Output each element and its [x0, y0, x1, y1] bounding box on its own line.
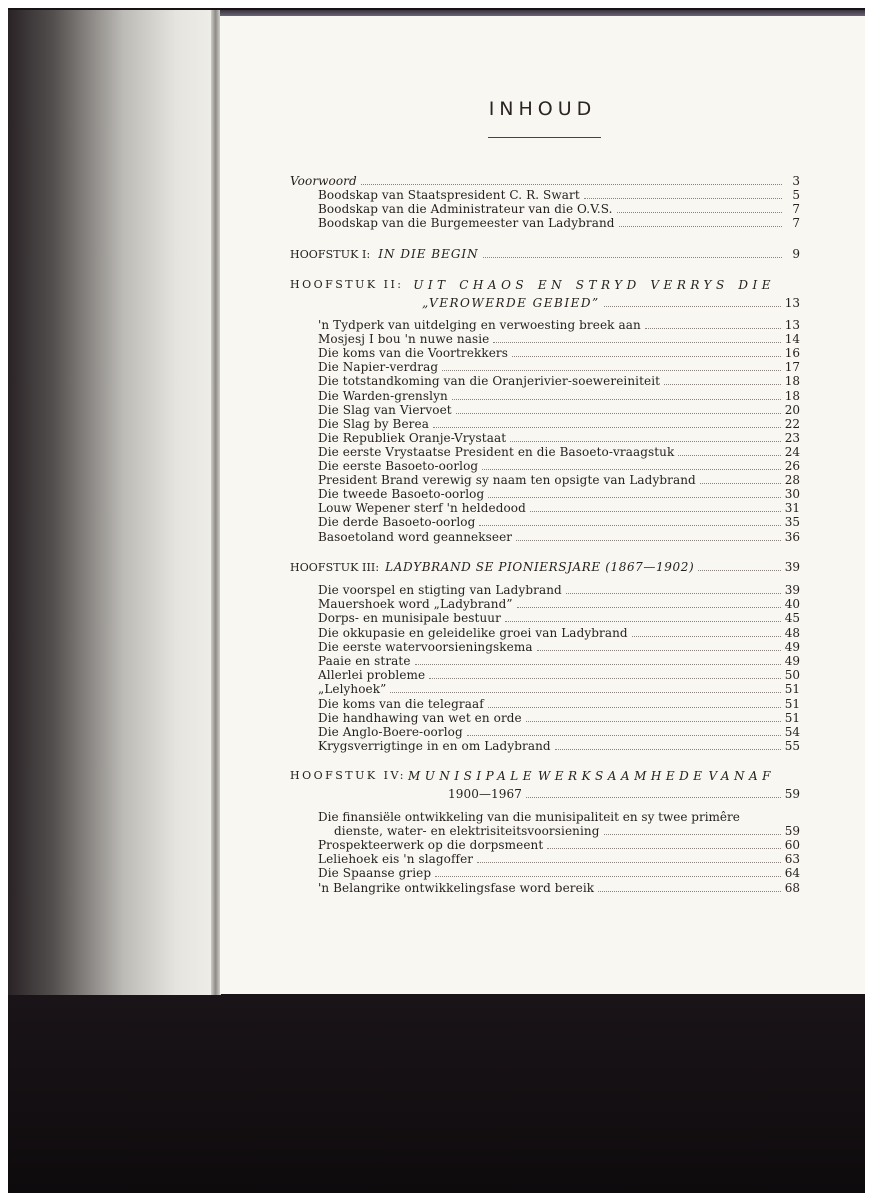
toc-entry	[318, 216, 800, 230]
toc-entry-label: Die tweede Basoeto-oorlog	[318, 487, 485, 502]
toc-entry-label: Boodskap van Staatspresident C. R. Swart	[318, 188, 580, 202]
leader-dots	[547, 847, 780, 849]
toc-entry-page: 68	[784, 880, 800, 895]
toc-entry	[318, 445, 800, 459]
page-heading: INHOUD	[488, 98, 597, 120]
chapter-page: 9	[792, 247, 800, 261]
toc-entry-label: Die handhawing van wet en orde	[318, 710, 522, 725]
leader-dots	[488, 496, 780, 498]
toc-entry-label: Die Slag by Berea	[318, 416, 429, 431]
toc-entry	[318, 332, 800, 346]
toc-entry	[318, 360, 800, 374]
leader-dots	[361, 183, 782, 185]
chapter-title-word: DIE	[738, 278, 775, 292]
leader-dots	[698, 569, 780, 571]
toc-entry-label: Die voorspel en stigting van Ladybrand	[318, 583, 562, 597]
toc-entry-multiline-first	[318, 810, 778, 824]
chapter-title: LADYBRAND SE PIONIERSJARE (1867—1902)	[385, 560, 695, 574]
toc-entry	[318, 838, 800, 852]
leader-dots	[452, 398, 781, 400]
toc-entry-page: 55	[784, 739, 800, 754]
toc-entry-label: Prospekteerwerk op die dorpsmeent	[318, 838, 544, 852]
toc-entry-label: Leliehoek eis 'n slagoffer	[318, 852, 474, 867]
toc-entry-multiline-second	[334, 824, 800, 838]
toc-entry-page: 23	[784, 430, 800, 445]
toc-entry	[318, 881, 800, 895]
toc-entry-page: 28	[784, 473, 800, 488]
toc-entry-label: Dorps- en munisipale bestuur	[318, 611, 501, 626]
toc-entry	[318, 739, 800, 753]
leader-dots	[433, 426, 781, 428]
toc-entry-label: Krygsverrigtinge in en om Ladybrand	[318, 739, 551, 754]
chapter-2-heading-line2	[422, 296, 800, 310]
toc-entry-label: Mauershoek word „Ladybrand”	[318, 597, 513, 612]
dark-background-band	[8, 993, 865, 1193]
toc-entry-page: 31	[784, 501, 800, 516]
chapter-title: IN DIE BEGIN	[378, 247, 479, 261]
toc-entry	[318, 515, 800, 529]
toc-entry-voorwoord	[290, 174, 800, 188]
leader-dots	[604, 305, 781, 307]
toc-entry	[318, 459, 800, 473]
toc-entry	[318, 654, 800, 668]
toc-entry	[318, 583, 800, 597]
toc-entry-label: 'n Belangrike ontwikkelingsfase word bereik	[318, 880, 595, 895]
leader-dots	[488, 706, 781, 708]
chapter-title-word: EN	[537, 278, 567, 292]
leader-dots	[435, 875, 781, 877]
toc-entry-page: 18	[784, 374, 800, 389]
toc-entry-page: 16	[784, 346, 800, 361]
toc-entry-label: Die eerste Basoeto-oorlog	[318, 459, 479, 473]
toc-entry-page: 36	[784, 529, 800, 544]
toc-entry	[318, 202, 800, 216]
toc-entry	[318, 346, 800, 360]
toc-entry-label: 'n Tydperk van uitdelging en verwoesting breek aan	[318, 318, 641, 332]
toc-entry-label: Boodskap van die Burgemeester van Ladybrand	[318, 216, 615, 230]
toc-entry-page: 49	[784, 654, 800, 668]
leader-dots	[678, 454, 780, 456]
toc-entry-label: Louw Wepener sterf 'n heldedood	[318, 501, 526, 516]
toc-entry-label: dienste, water- en elektrisiteitsvoorsiening	[334, 824, 600, 838]
toc-entry-page: 5	[792, 188, 800, 202]
toc-entry-label: Die okkupasie en geleidelike groei van Ladybrand	[318, 625, 628, 640]
leader-dots	[415, 663, 781, 665]
toc-entry-page: 51	[784, 682, 800, 697]
toc-entry-label: Mosjesj I bou 'n nuwe nasie	[318, 332, 490, 347]
toc-entry	[318, 640, 800, 654]
toc-entry-page: 3	[792, 174, 800, 188]
toc-entry	[318, 403, 800, 417]
chapter-title-word: VANAF	[708, 769, 775, 783]
toc-entry-page: 39	[784, 583, 800, 597]
leader-dots	[530, 510, 781, 512]
chapter-title-line2: „VEROWERDE GEBIED”	[422, 296, 600, 310]
leader-dots	[456, 412, 781, 414]
leader-dots	[555, 748, 781, 750]
toc-entry	[318, 417, 800, 431]
toc-entry-label: Die Spaanse griep	[318, 866, 432, 881]
chapter-title-word: WERKSAAMHEDE	[537, 769, 707, 783]
toc-entry	[318, 188, 800, 202]
contents-page	[220, 16, 865, 994]
toc-entry-label: Die eerste Vrystaatse President en die Basoeto-vraagstuk	[318, 444, 675, 459]
chapter-4-heading-line2	[448, 787, 800, 801]
toc-entry	[318, 725, 800, 739]
toc-entry	[318, 866, 800, 880]
toc-entry-label: Die Anglo-Boere-oorlog	[318, 725, 463, 739]
chapter-page: 59	[784, 787, 800, 801]
toc-entry-label: Voorwoord	[290, 174, 357, 188]
chapter-prefix: HOOFSTUK I:	[290, 248, 371, 261]
chapter-title-word: MUNISIPALE	[408, 769, 536, 783]
toc-entry-page: 20	[784, 402, 800, 417]
leader-dots	[482, 468, 781, 470]
chapter-page: 39	[784, 560, 800, 574]
toc-entry-page: 18	[784, 388, 800, 403]
chapter-title-word: UIT	[413, 278, 450, 292]
toc-entry-label: Paaie en strate	[318, 654, 411, 668]
toc-entry-page: 17	[784, 360, 800, 375]
leader-dots	[517, 606, 781, 608]
toc-entry-label: Allerlei probleme	[318, 668, 426, 683]
leader-dots	[566, 592, 781, 594]
leader-dots	[537, 649, 781, 651]
leader-dots	[645, 327, 781, 329]
toc-entry	[318, 318, 800, 332]
toc-entry-label: Die Napier-verdrag	[318, 360, 439, 375]
toc-entry-label: Die koms van die Voortrekkers	[318, 346, 508, 361]
leader-dots	[512, 355, 781, 357]
toc-entry-page: 40	[784, 597, 800, 612]
leader-dots	[510, 440, 781, 442]
chapter-1-heading	[290, 247, 800, 262]
toc-entry-label: Die Slag van Viervoet	[318, 402, 452, 417]
toc-entry-page: 54	[784, 725, 800, 739]
toc-entry	[318, 473, 800, 487]
chapter-prefix: HOOFSTUK IV:	[290, 769, 407, 782]
toc-entry-label: „Lelyhoek”	[318, 682, 387, 697]
toc-entry-page: 59	[784, 824, 800, 838]
leader-dots	[477, 861, 781, 863]
toc-entry-page: 35	[784, 515, 800, 530]
toc-entry-page: 26	[784, 459, 800, 473]
leader-dots	[479, 524, 780, 526]
toc-entry-label: Die derde Basoeto-oorlog	[318, 515, 476, 530]
toc-entry	[318, 431, 800, 445]
toc-entry	[318, 487, 800, 501]
chapter-title-line2: 1900—1967	[448, 787, 522, 801]
chapter-prefix: HOOFSTUK II:	[290, 278, 404, 291]
toc-entry-label: Basoetoland word geannekseer	[318, 529, 513, 544]
toc-entry	[318, 597, 800, 611]
toc-entry-label: Die finansiële ontwikkeling van die munisipaliteit en sy twee primêre	[318, 810, 740, 824]
toc-entry-page: 50	[784, 668, 800, 683]
chapter-4-heading	[290, 769, 775, 783]
leader-dots	[632, 635, 781, 637]
toc-entry-label: Die totstandkoming van die Oranjerivier-soewereiniteit	[318, 374, 661, 389]
leader-dots	[526, 720, 781, 722]
toc-entry-page: 30	[784, 487, 800, 502]
chapter-title-word: VERRYS	[650, 278, 729, 292]
leader-dots	[516, 539, 781, 541]
chapter-page: 13	[784, 296, 800, 310]
toc-entry	[318, 711, 800, 725]
left-page-edge	[8, 10, 218, 995]
leader-dots	[429, 677, 781, 679]
toc-entry-page: 7	[792, 216, 800, 230]
chapter-title-word: STRYD	[575, 278, 641, 292]
toc-entry-page: 24	[784, 444, 800, 459]
toc-entry-page: 49	[784, 639, 800, 654]
toc-entry	[318, 852, 800, 866]
chapter-prefix: HOOFSTUK III:	[290, 561, 380, 574]
toc-entry-label: Boodskap van die Administrateur van die O.V.S.	[318, 202, 613, 216]
toc-entry-label: Die eerste watervoorsieningskema	[318, 639, 533, 654]
leader-dots	[617, 211, 782, 213]
toc-entry-label: Die koms van die telegraaf	[318, 696, 484, 711]
toc-entry	[318, 501, 800, 515]
toc-entry-page: 45	[784, 611, 800, 626]
leader-dots	[604, 833, 781, 835]
leader-dots	[619, 225, 782, 227]
table-of-contents	[220, 16, 865, 994]
leader-dots	[584, 197, 782, 199]
chapter-3-heading	[290, 560, 800, 575]
toc-entry-page: 14	[784, 332, 800, 347]
chapter-2-heading	[290, 278, 775, 292]
leader-dots	[483, 256, 782, 258]
toc-entry-page: 63	[784, 852, 800, 867]
toc-entry-label: Die Warden-grenslyn	[318, 388, 448, 403]
toc-entry	[318, 389, 800, 403]
leader-dots	[442, 369, 781, 371]
leader-dots	[390, 691, 780, 693]
leader-dots	[700, 482, 781, 484]
leader-dots	[598, 890, 781, 892]
toc-entry-label: President Brand verewig sy naam ten opsigte van Ladybrand	[318, 473, 696, 488]
toc-entry	[318, 374, 800, 388]
leader-dots	[526, 796, 781, 798]
toc-entry-page: 7	[792, 202, 800, 216]
toc-entry	[318, 668, 800, 682]
toc-entry	[318, 697, 800, 711]
toc-entry-page: 51	[784, 696, 800, 711]
toc-entry-page: 60	[784, 838, 800, 852]
chapter-title-word: CHAOS	[459, 278, 529, 292]
toc-entry-label: Die Republiek Oranje-Vrystaat	[318, 430, 507, 445]
toc-entry	[318, 611, 800, 625]
toc-entry	[318, 682, 800, 696]
toc-entry-page: 64	[784, 866, 800, 881]
toc-entry-page: 22	[784, 416, 800, 431]
toc-entry	[318, 530, 800, 544]
toc-entry	[318, 626, 800, 640]
toc-entry-page: 13	[784, 318, 800, 332]
leader-dots	[664, 383, 781, 385]
leader-dots	[467, 734, 781, 736]
toc-entry-page: 51	[784, 710, 800, 725]
leader-dots	[505, 620, 781, 622]
leader-dots	[493, 341, 780, 343]
toc-entry-page: 48	[784, 625, 800, 640]
